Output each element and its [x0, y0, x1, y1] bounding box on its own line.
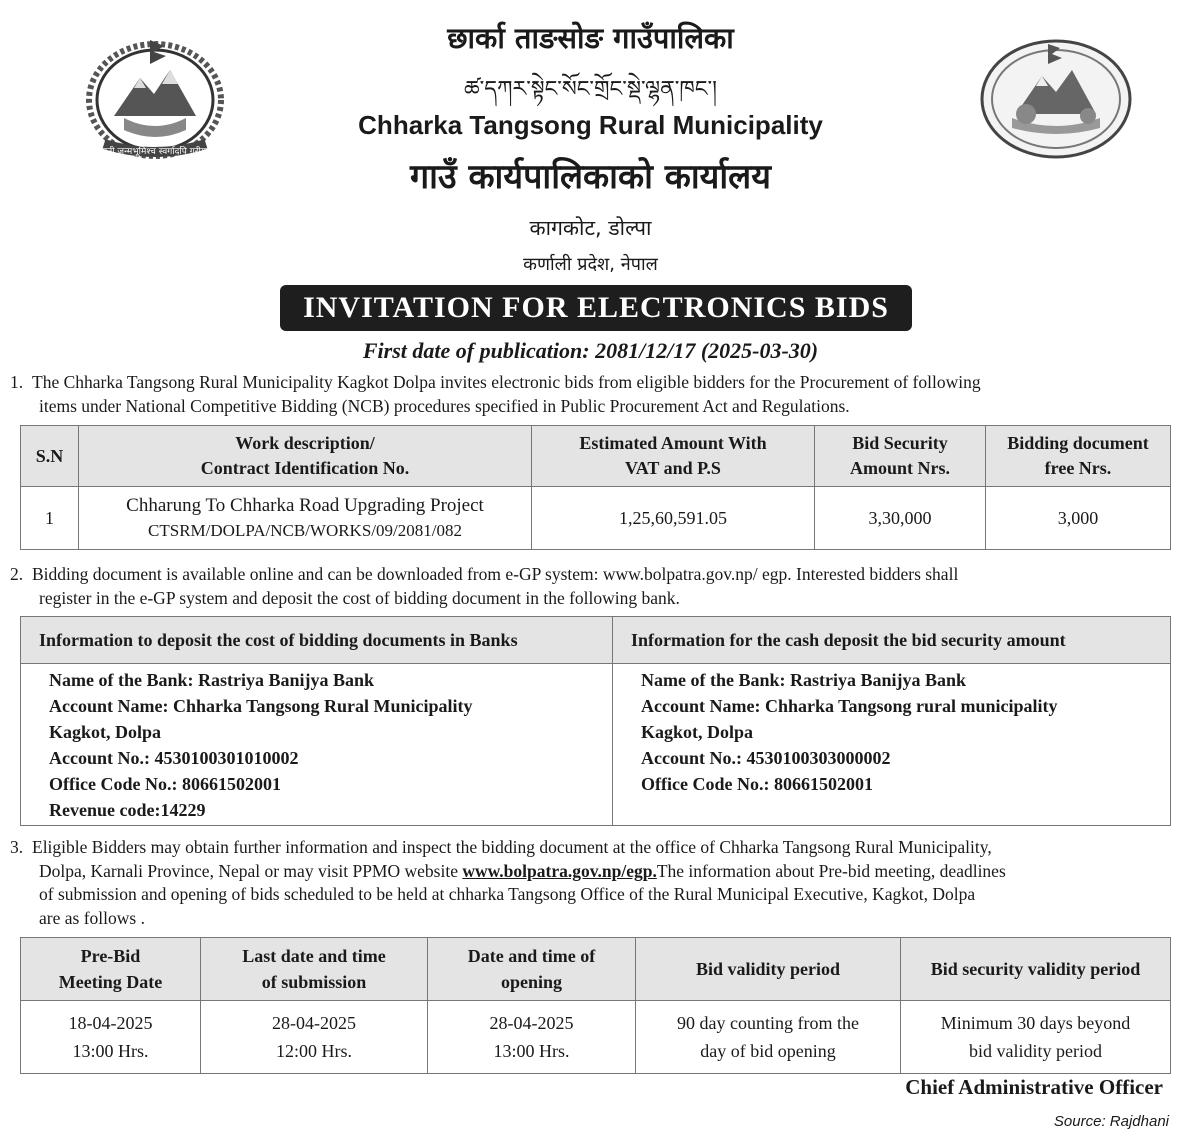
cell-sn: 1 [21, 487, 79, 550]
cell-security: 3,30,000 [815, 487, 986, 550]
account-name: Account Name: Chharka Tangsong Rural Municipality [49, 696, 473, 716]
paragraph-1 [10, 371, 1170, 418]
bank-name: Name of the Bank: Rastriya Banijya Bank [49, 670, 375, 690]
table-row [21, 1001, 1171, 1074]
address-line-1: कागकोट, डोल्पा [529, 216, 652, 240]
cell-security-validity [901, 1001, 1171, 1074]
prebid-time: 13:00 Hrs. [72, 1041, 149, 1061]
col-estimate-line: Estimated Amount With [579, 433, 767, 453]
opening-date: 28-04-2025 [489, 1013, 574, 1033]
office-name: गाउँ कार्यपालिकाको कार्यालय [410, 157, 771, 197]
col-prebid-line: Pre-Bid [80, 946, 141, 966]
col-estimate [532, 426, 815, 487]
table-header-row [21, 617, 1171, 664]
account-number: Account No.: 4530100301010002 [49, 748, 299, 768]
col-opening-line: Date and time of [467, 946, 596, 966]
col-security-line: Bid Security [852, 433, 948, 453]
cell-prebid [21, 1001, 201, 1074]
bank-header-right: Information for the cash deposit the bid security amount [613, 617, 1171, 664]
col-submission [201, 938, 428, 1001]
office-code: Office Code No.: 80661502001 [49, 774, 281, 794]
col-validity: Bid validity period [636, 938, 901, 1001]
source-credit: Source: Rajdhani [1053, 1113, 1169, 1130]
paragraph-text: The Chharka Tangsong Rural Municipality Kagkot Dolpa invites electronic bids from eligible bidders for the Procurement of following [32, 372, 981, 392]
col-submission-line: Last date and time [242, 946, 386, 966]
table-row [21, 664, 1171, 826]
paragraph-number: 3. [10, 837, 24, 857]
paragraph-number: 1. [10, 372, 24, 392]
col-work-line: Work description/ [235, 433, 375, 453]
cell-validity [636, 1001, 901, 1074]
account-name: Account Name: Chharka Tangsong rural municipality [641, 696, 1058, 716]
validity-line: day of bid opening [700, 1041, 836, 1061]
notice-banner: INVITATION FOR ELECTRONICS BIDS [280, 285, 912, 331]
account-name-cont: Kagkot, Dolpa [49, 722, 162, 742]
col-security [815, 426, 986, 487]
paragraph-2 [10, 563, 1170, 610]
bank-info-right [613, 664, 1171, 826]
col-doc-fee-line: free Nrs. [1044, 458, 1112, 478]
col-submission-line: of submission [261, 972, 367, 992]
cell-opening [428, 1001, 636, 1074]
paragraph-number: 2. [10, 564, 24, 584]
submission-time: 12:00 Hrs. [276, 1041, 352, 1061]
col-sn: S.N [21, 426, 79, 487]
col-security-validity: Bid security validity period [901, 938, 1171, 1001]
signoff: Chief Administrative Officer [905, 1075, 1163, 1099]
cell-submission [201, 1001, 428, 1074]
paragraph-text: The information about Pre-bid meeting, deadlines [656, 860, 1006, 881]
col-work [79, 426, 532, 487]
col-prebid-line: Meeting Date [58, 972, 163, 992]
municipality-name-tibetan: ཚ་དཀར་སྟེང་སོང་གྲོང་སྡེ་ལྷན་ཁང་། [463, 77, 717, 102]
bank-name: Name of the Bank: Rastriya Banijya Bank [641, 670, 967, 690]
col-security-line: Amount Nrs. [849, 458, 950, 478]
paragraph-text: Dolpa, Karnali Province, Nepal or may visit PPMO website [39, 860, 463, 881]
ppmo-website-link[interactable]: www.bolpatra.gov.np/egp. [462, 860, 657, 881]
opening-time: 13:00 Hrs. [493, 1041, 570, 1061]
security-validity-line: bid validity period [969, 1041, 1102, 1061]
account-number: Account No.: 4530100303000002 [641, 748, 891, 768]
revenue-code: Revenue code:14229 [49, 800, 206, 820]
col-opening [428, 938, 636, 1001]
paragraph-text: are as follows . [39, 907, 145, 928]
bank-header-left: Information to deposit the cost of bidding documents in Banks [21, 617, 613, 664]
col-estimate-line: VAT and P.S [625, 458, 721, 478]
account-name-cont: Kagkot, Dolpa [641, 722, 754, 742]
col-prebid [21, 938, 201, 1001]
validity-line: 90 day counting from the [677, 1013, 859, 1033]
address-line-2: कर्णाली प्रदेश, नेपाल [523, 254, 658, 275]
bank-table [20, 616, 1171, 826]
col-doc-fee-line: Bidding document [1007, 433, 1149, 453]
table-header-row [21, 426, 1171, 487]
paragraph-3 [10, 836, 1170, 930]
submission-date: 28-04-2025 [272, 1013, 356, 1033]
paragraph-text: register in the e-GP system and deposit the cost of bidding document in the following bank. [39, 587, 680, 608]
municipality-name-nepali: छार्का ताङसोङ गाउँपालिका [447, 21, 734, 55]
table-row [21, 487, 1171, 550]
prebid-date: 18-04-2025 [68, 1013, 153, 1033]
col-doc-fee [986, 426, 1171, 487]
paragraph-text: Bidding document is available online and can be downloaded from e-GP system: www.bolpatra.gov.np/ egp. Interested bidders shall [32, 564, 959, 584]
paragraph-text: of submission and opening of bids scheduled to be held at chharka Tangsong Office of the Rural Municipal Executive, Kagkot, Dolpa [39, 884, 976, 904]
bank-info-left [21, 664, 613, 826]
col-opening-line: opening [500, 972, 563, 992]
schedule-table [20, 937, 1171, 1074]
col-work-line: Contract Identification No. [200, 458, 410, 478]
security-validity-line: Minimum 30 days beyond [940, 1013, 1131, 1033]
publication-date: First date of publication: 2081/12/17 (2025-03-30) [362, 338, 819, 363]
office-code: Office Code No.: 80661502001 [641, 774, 873, 794]
cell-doc-fee: 3,000 [986, 487, 1171, 550]
table-header-row [21, 938, 1171, 1001]
paragraph-text: Eligible Bidders may obtain further information and inspect the bidding document at the office of Chharka Tangsong Rural Municipality, [32, 837, 992, 857]
emblem-motto: जननी जन्मभूमिश्च स्वर्गादपि गरीयसी [95, 147, 215, 157]
contract-id: CTSRM/DOLPA/NCB/WORKS/09/2081/082 [148, 521, 462, 540]
paragraph-text: items under National Competitive Bidding (NCB) procedures specified in Public Procurement Act and Regulations. [39, 395, 850, 416]
work-description: Chharung To Chharka Road Upgrading Project [126, 495, 484, 516]
cell-estimate: 1,25,60,591.05 [532, 487, 815, 550]
work-table [20, 425, 1171, 550]
cell-work [79, 487, 532, 550]
municipality-name-english: Chharka Tangsong Rural Municipality [358, 110, 823, 140]
